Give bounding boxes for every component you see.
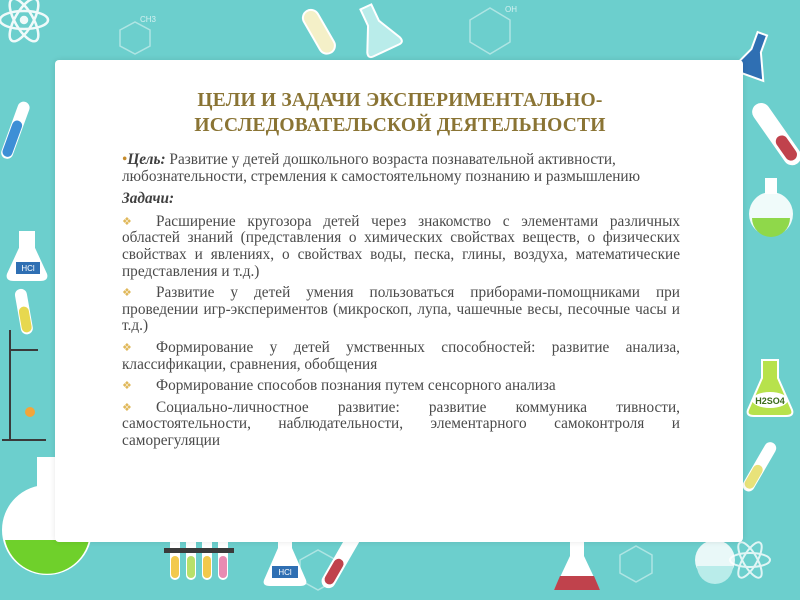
oh-label: OH [505,5,517,14]
task-item [122,285,680,335]
goal-text: Развитие у детей дошкольного возраста познавательной активности, любознательности, стремления к самостоятельному познанию и размышлению [122,151,641,185]
task-text: Формирование у детей умственных способностей: развитие анализа, классификации, сравнения, обобщения [122,338,680,373]
tasks-colon: : [169,190,175,208]
slide-body [122,152,680,455]
ch3-label: CH3 [140,15,157,24]
task-item [122,340,680,373]
tasks-label: Задачи [122,190,170,208]
slide-title-line-2: ИССЛЕДОВАТЕЛЬСКОЙ ДЕЯТЕЛЬНОСТИ [194,115,606,136]
diamond-bullet-icon: ❖ [122,341,132,354]
task-item [122,378,680,395]
diamond-bullet-icon: ❖ [122,380,132,393]
task-item [122,400,680,450]
bullet-icon: • [122,151,128,168]
hcl-label: HCl [21,264,35,273]
h2so4-label: H2SO4 [755,396,785,406]
tasks-heading [122,191,680,208]
diamond-bullet-icon: ❖ [122,215,132,228]
hcl-label: HCl [278,568,292,577]
slide-title-line-1: ЦЕЛИ И ЗАДАЧИ ЭКСПЕРИМЕНТАЛЬНО- [197,90,603,111]
goal-label: Цель: [127,151,166,168]
task-text: Развитие у детей умения пользоваться приборами-помощниками при проведении игр-экспериментов (микроскоп, лупа, чашечные весы, песочные часы и т.д.) [122,284,680,335]
flame-icon [25,407,35,417]
diamond-bullet-icon: ❖ [122,287,132,300]
task-text: Социально-личностное развитие: развитие коммуника тивности, самостоятельности, наблюдательности, элементарного самоконтроля и саморегуляции [122,398,680,449]
diamond-bullet-icon: ❖ [122,401,132,414]
task-item [122,214,680,280]
goal-paragraph [122,152,680,185]
task-text: Расширение кругозора детей через знакомство с элементами различных областей знаний (представления о химических свойствах веществ, о физических свойствах и явлениях, о свойствах воды, песка, глины, воздуха, математические представления и т.д.) [122,212,680,280]
task-text: Формирование способов познания путем сенсорного анализа [156,377,556,395]
